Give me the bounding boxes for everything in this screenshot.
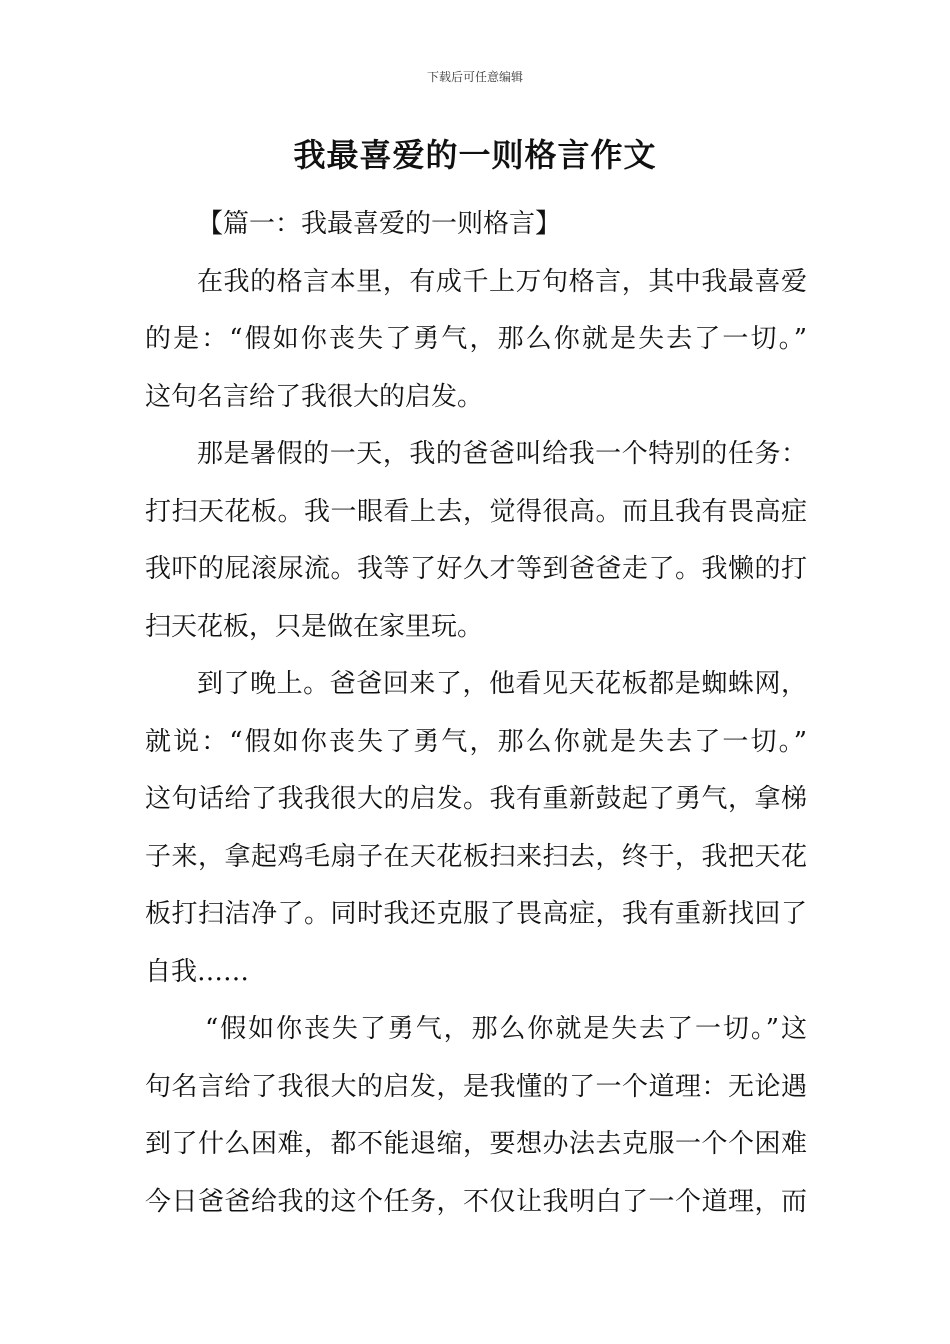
paragraph-line: 这句话给了我我很大的启发。我有重新鼓起了勇气，拿梯 (145, 784, 807, 814)
paragraph-line: 到了什么困难，都不能退缩，要想办法去克服一个个困难 (145, 1129, 807, 1159)
paragraph-line: 我吓的屁滚尿流。我等了好久才等到爸爸走了。我懒的打 (145, 554, 807, 584)
paragraph-line: 子来，拿起鸡毛扇子在天花板扫来扫去，终于，我把天花 (145, 841, 807, 872)
document-body (145, 196, 807, 1231)
paragraph-line: 板打扫洁净了。同时我还克服了畏高症，我有重新找回了 (145, 899, 807, 929)
paragraph-line: 到了晚上。爸爸回来了，他看见天花板都是蜘蛛网， (197, 669, 807, 699)
paragraph-line: 的是：“假如你丧失了勇气，那么你就是失去了一切。” (145, 324, 807, 354)
paragraph-line: 这句名言给了我很大的启发。 (145, 381, 484, 412)
paragraph-line: 打扫天花板。我一眼看上去，觉得很高。而且我有畏高症 (145, 496, 807, 527)
paragraph-line: “假如你丧失了勇气，那么你就是失去了一切。”这 (205, 1014, 807, 1044)
paragraph-line: 自我…… (145, 956, 250, 987)
paragraph-line: 就说：“假如你丧失了勇气，那么你就是失去了一切。” (145, 726, 807, 757)
document-title: 我最喜爱的一则格言作文 (293, 136, 657, 174)
paragraph-line: 扫天花板，只是做在家里玩。 (145, 611, 484, 642)
paragraph-line: 今日爸爸给我的这个任务，不仅让我明白了一个道理，而 (145, 1186, 807, 1217)
section-heading: 【篇一：我最喜爱的一则格言】 (197, 209, 562, 239)
paragraph-line: 在我的格言本里，有成千上万句格言，其中我最喜爱 (197, 266, 807, 297)
paragraph-line: 句名言给了我很大的启发，是我懂的了一个道理：无论遇 (145, 1071, 807, 1102)
paragraph-line: 那是暑假的一天，我的爸爸叫给我一个特别的任务： (197, 439, 807, 469)
page-header-note: 下载后可任意编辑 (426, 70, 523, 84)
